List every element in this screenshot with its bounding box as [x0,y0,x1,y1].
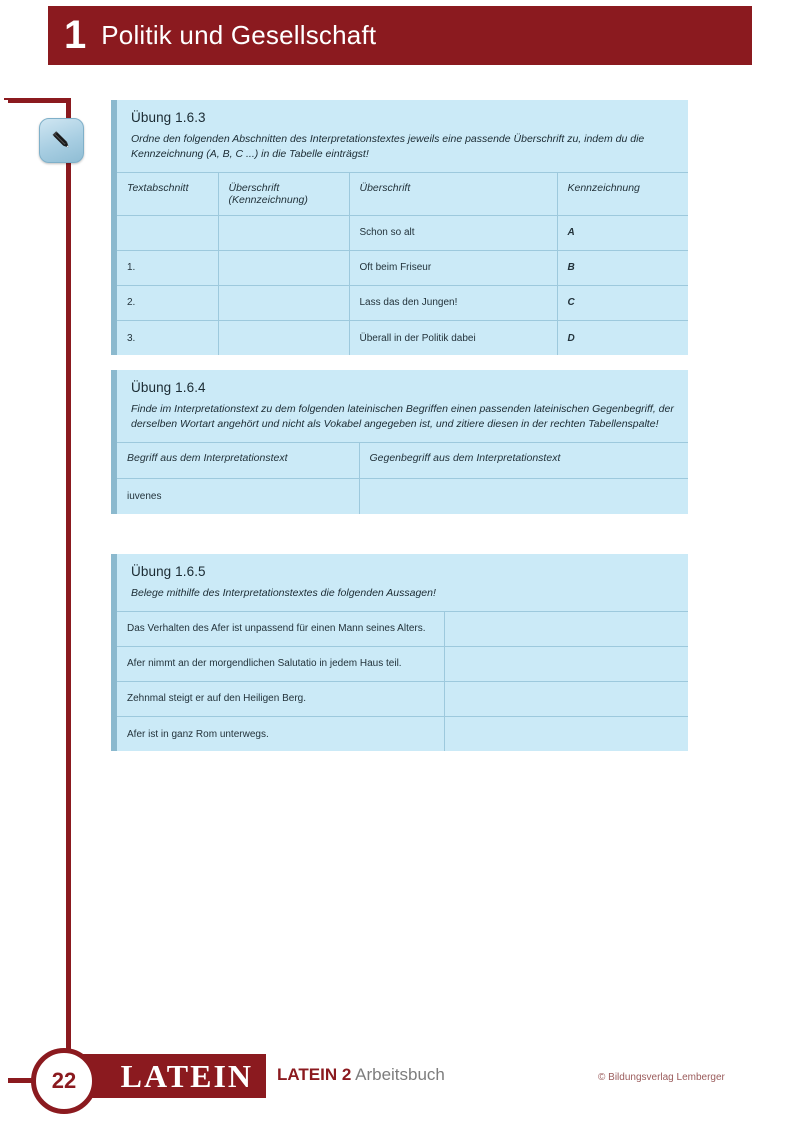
table-row [117,681,688,716]
latein-logo-text: LATEIN [120,1058,253,1094]
cell-ueberschrift: Überall in der Politik dabei [349,320,557,355]
cell-kennzeichnung: C [557,285,688,320]
exercise-title: Übung 1.6.3 [131,110,206,125]
column-header-kennzeichnung: Kennzeichnung [557,172,688,215]
exercise-box-165 [111,554,688,751]
footer-copyright: © Bildungsverlag Lemberger [598,1072,725,1083]
footer-book-title [277,1066,445,1083]
exercise-header [117,370,688,442]
table-row [117,285,688,320]
cell-answer-input[interactable] [444,611,688,646]
cell-statement: Afer nimmt an der morgendlichen Salutatio in jedem Haus teil. [117,646,444,681]
table-row [117,250,688,285]
cell-kennzeichnung-input[interactable] [218,250,349,285]
table-row [117,611,688,646]
exercise-instruction: Finde im Interpretationstext zu dem folgenden lateinischen Begriffen einen passenden lateinischen Gegenbegriff, der derselben Wortart angehört und nicht als Vokabel angegeben ist, und zitiere diesen in der rechten Tabellenspalte! [131,403,674,430]
column-header-textabschnitt: Textabschnitt [117,172,218,215]
exercise-title: Übung 1.6.4 [131,380,206,395]
pencil-icon [49,128,75,154]
cell-kennzeichnung-input[interactable] [218,320,349,355]
page-number: 22 [51,1068,77,1093]
cell-statement: Das Verhalten des Afer ist unpassend für einen Mann seines Alters. [117,611,444,646]
rail-top-corner [8,98,71,103]
chapter-number: 1 [64,12,86,57]
cell-ueberschrift: Lass das den Jungen! [349,285,557,320]
exercise-164-table [117,442,688,515]
rail-vertical-line [66,98,71,1058]
cell-kennzeichnung: D [557,320,688,355]
exercise-header [117,554,688,611]
table-row [117,646,688,681]
cell-answer-input[interactable] [444,646,688,681]
footer-book-title-strong: LATEIN 2 [277,1065,352,1084]
cell-gegenbegriff-input[interactable] [359,478,688,514]
cell-ueberschrift: Oft beim Friseur [349,250,557,285]
column-header-gegenbegriff: Gegenbegriff aus dem Interpretationstext [359,442,688,478]
cell-kennzeichnung-input[interactable] [218,285,349,320]
cell-answer-input[interactable] [444,716,688,751]
cell-statement: Afer ist in ganz Rom unterwegs. [117,716,444,751]
cell-statement: Zehnmal steigt er auf den Heiligen Berg. [117,681,444,716]
exercise-instruction: Ordne den folgenden Abschnitten des Interpretationstextes jeweils eine passende Überschrift zu, indem du die Kennzeichnung (A, B, C ...) in die Tabelle einträgst! [131,133,645,160]
cell-kennzeichnung: B [557,250,688,285]
exercise-box-163 [111,100,688,355]
table-header-row [117,172,688,215]
table-row [117,215,688,250]
footer-book-title-light: Arbeitsbuch [355,1065,445,1084]
exercise-163-table [117,172,688,356]
exercise-title: Übung 1.6.5 [131,564,206,579]
cell-ueberschrift: Schon so alt [349,215,557,250]
exercise-box-164 [111,370,688,514]
cell-kennzeichnung: A [557,215,688,250]
column-header-begriff: Begriff aus dem Interpretationstext [117,442,359,478]
cell-textabschnitt: 2. [117,285,218,320]
chapter-header-banner [48,6,752,65]
cell-answer-input[interactable] [444,681,688,716]
exercise-165-table [117,611,688,752]
cell-textabschnitt: 1. [117,250,218,285]
exercise-instruction: Belege mithilfe des Interpretationstextes die folgenden Aussagen! [131,587,436,599]
cell-textabschnitt [117,215,218,250]
cell-begriff: iuvenes [117,478,359,514]
page-number-badge [31,1048,97,1114]
cell-textabschnitt: 3. [117,320,218,355]
column-header-ueberschrift-kennzeichnung: Überschrift (Kennzeichnung) [218,172,349,215]
cell-kennzeichnung-input[interactable] [218,215,349,250]
table-row [117,478,688,514]
pencil-icon-badge [39,118,84,163]
latein-logo-block [78,1054,266,1098]
chapter-title: Politik und Gesellschaft [101,20,377,50]
column-header-ueberschrift: Überschrift [349,172,557,215]
table-row [117,320,688,355]
table-header-row [117,442,688,478]
exercise-header [117,100,688,172]
table-row [117,716,688,751]
